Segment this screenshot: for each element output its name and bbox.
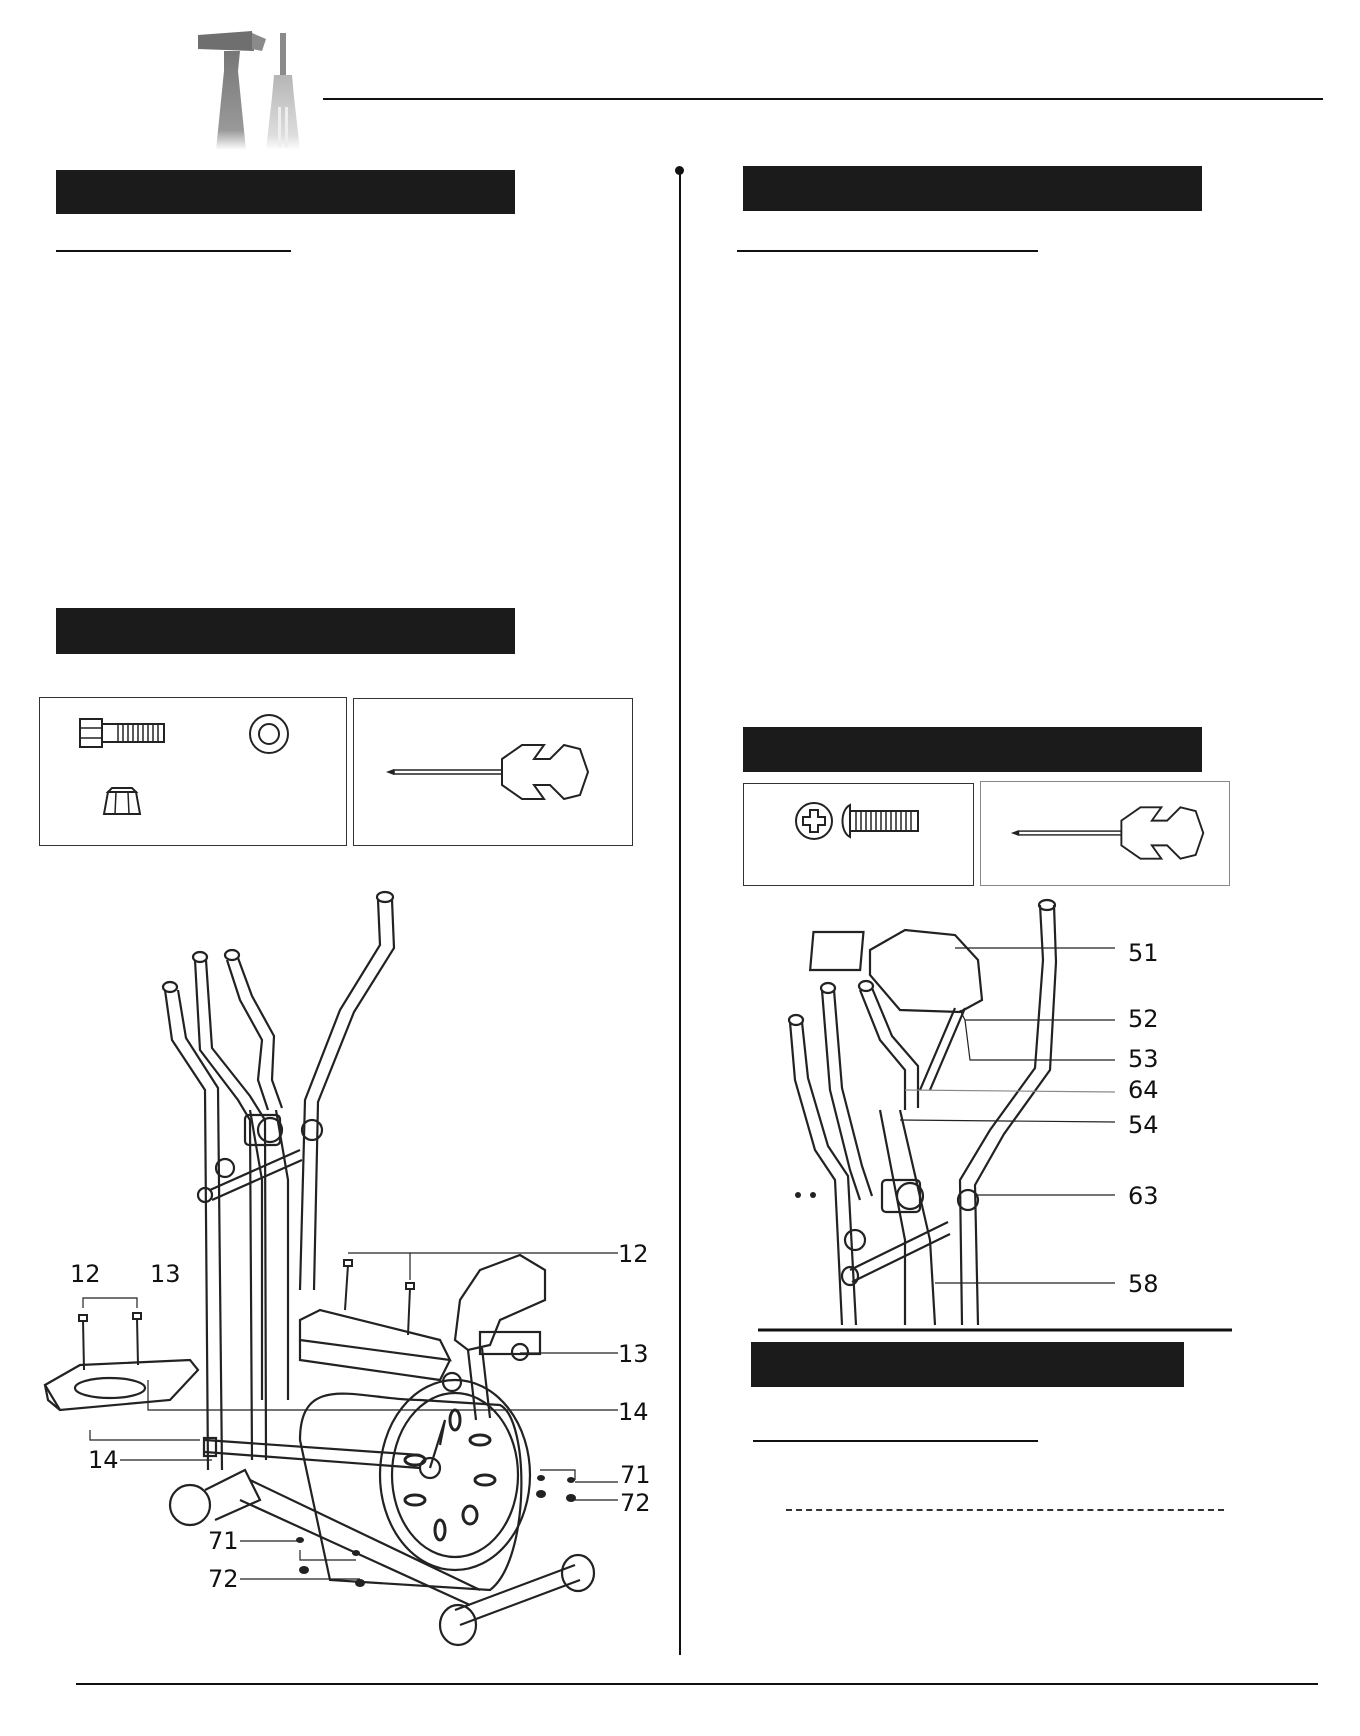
- header-rule: [323, 98, 1323, 100]
- callout-52: 52: [1128, 1005, 1159, 1033]
- hardware-box-left: [39, 697, 347, 846]
- subheading-rule-right-1: [737, 250, 1038, 252]
- callout-51: 51: [1128, 939, 1159, 967]
- callout-13-left: 13: [150, 1260, 181, 1288]
- tool-box-right: [980, 781, 1230, 886]
- tool-box-left: [353, 698, 633, 846]
- step-banner-right-1: [743, 166, 1202, 211]
- footer-rule: [76, 1683, 1318, 1685]
- callout-58: 58: [1128, 1270, 1159, 1298]
- dashed-rule: [786, 1509, 1224, 1511]
- pedal-assembly-diagram: [40, 880, 660, 1660]
- callout-64: 64: [1128, 1076, 1159, 1104]
- phillips-screw-icon: [794, 800, 924, 842]
- wrench-screwdriver-icon: [384, 737, 594, 807]
- console-assembly-diagram: [740, 895, 1260, 1335]
- subheading-rule-left-1: [56, 250, 291, 252]
- callout-12-right: 12: [618, 1240, 649, 1268]
- callout-13-right: 13: [618, 1340, 649, 1368]
- step-banner-left-1: [56, 170, 515, 214]
- step-banner-left-2: [56, 608, 515, 654]
- step-banner-right-3: [751, 1342, 1184, 1387]
- callout-71-left: 71: [208, 1527, 239, 1555]
- callout-72-left: 72: [208, 1565, 239, 1593]
- column-divider: [679, 170, 681, 1655]
- callout-14-right: 14: [618, 1398, 649, 1426]
- hammer-screwdriver-icon: [190, 25, 310, 170]
- callout-63: 63: [1128, 1182, 1159, 1210]
- washer-icon: [247, 712, 291, 756]
- hardware-box-right: [743, 783, 974, 886]
- divider-dot: [675, 166, 684, 175]
- subheading-rule-right-3: [753, 1440, 1038, 1442]
- callout-71-right: 71: [620, 1461, 651, 1489]
- callout-54: 54: [1128, 1111, 1159, 1139]
- callout-12-left: 12: [70, 1260, 101, 1288]
- callout-72-right: 72: [620, 1489, 651, 1517]
- wrench-screwdriver-icon: [1009, 798, 1209, 868]
- step-banner-right-2: [743, 727, 1202, 772]
- callout-14-left: 14: [88, 1446, 119, 1474]
- callout-53: 53: [1128, 1045, 1159, 1073]
- hex-nut-icon: [102, 786, 142, 816]
- hex-bolt-icon: [78, 716, 168, 750]
